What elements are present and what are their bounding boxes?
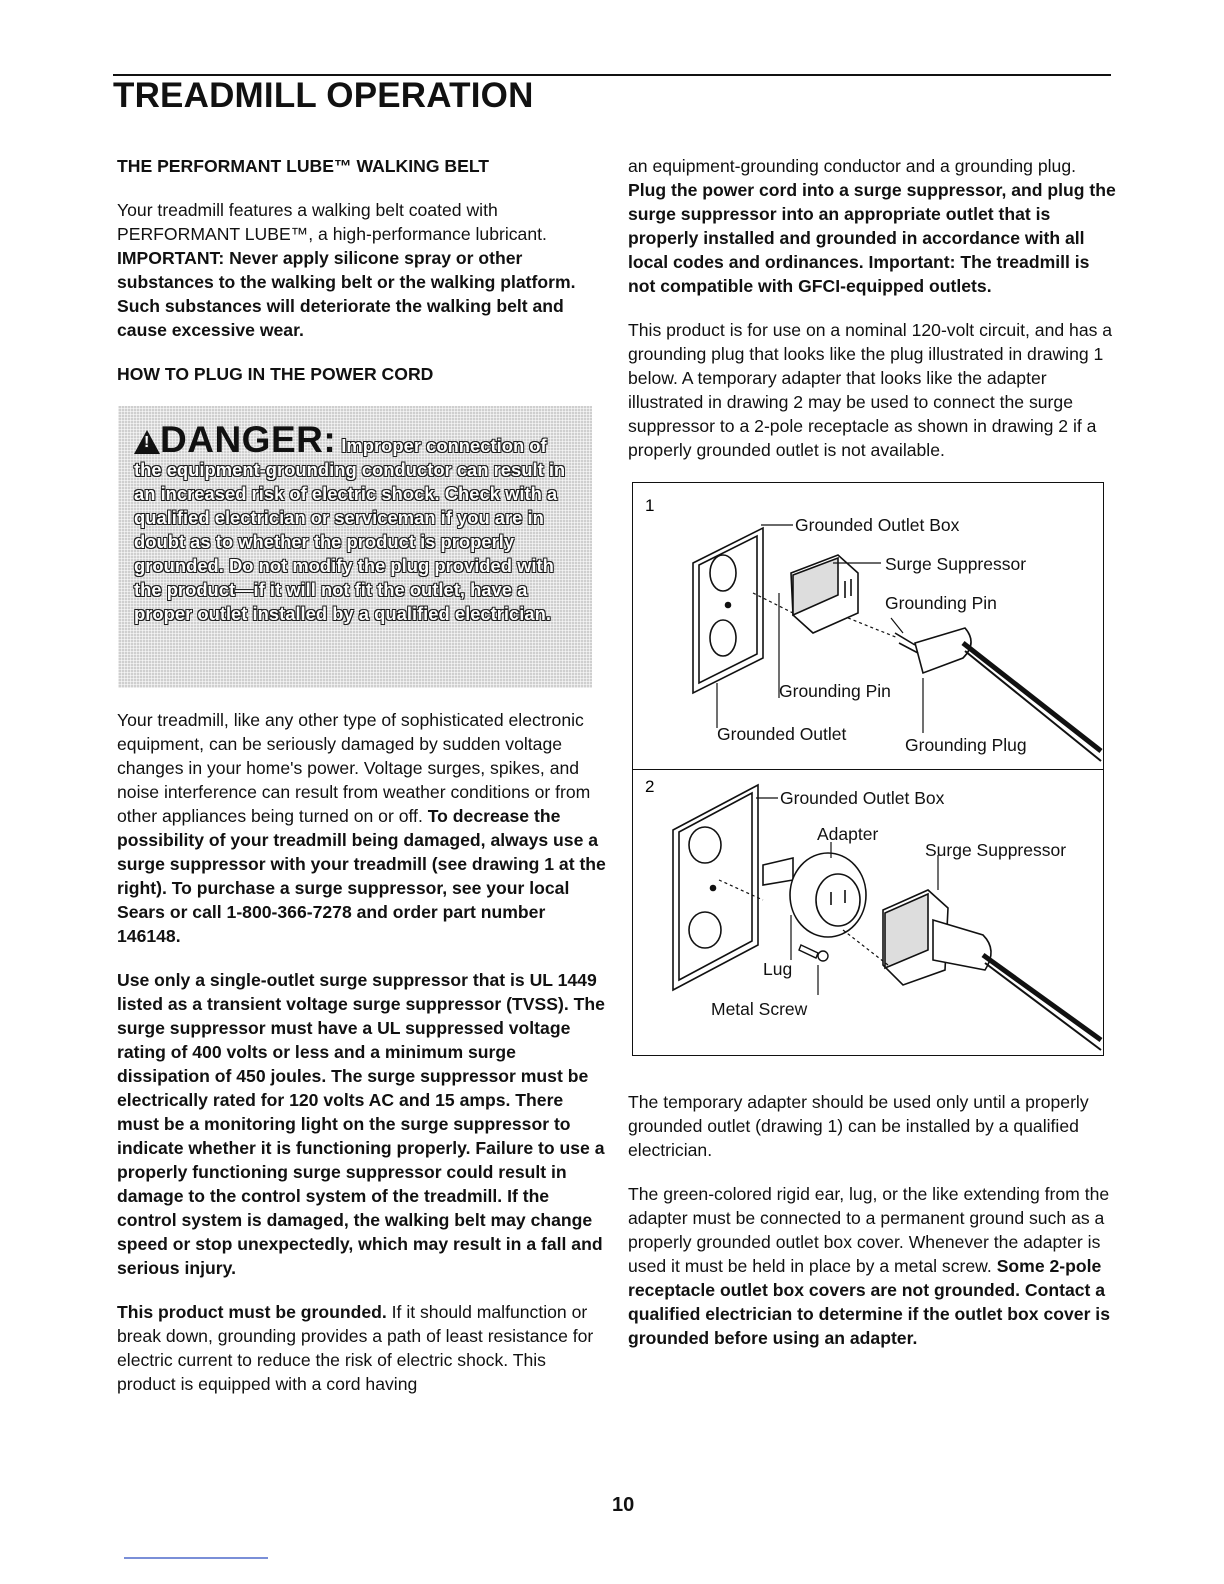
label-surge-suppressor-2: Surge Suppressor: [925, 839, 1067, 860]
surge-suppressor-icon: [791, 555, 858, 633]
green-ear-paragraph: The green-colored rigid ear, lug, or the like extending from the adapter must be connected to a permanent ground such as a properly grounded outlet box cover. Whenever the adapter is used it must be held in place by a metal screw. Some 2-pole receptacle outlet box covers are not grounded. Contact a qualified electrician to determine if the outlet box cover is grounded before using an adapter.: [628, 1183, 1110, 1348]
danger-box: [118, 406, 592, 688]
label-adapter: Adapter: [817, 823, 879, 844]
heading-power-cord: HOW TO PLUG IN THE POWER CORD: [117, 364, 434, 384]
label-grounded-outlet: Grounded Outlet: [717, 724, 847, 744]
right-column: [628, 154, 1116, 1350]
adapter-icon: [763, 853, 866, 937]
label-grounded-outlet-box-2: Grounded Outlet Box: [780, 787, 945, 808]
surge-suppressor-2-icon: [883, 890, 1101, 1050]
footer-line: [124, 1557, 268, 1559]
page-title: TREADMILL OPERATION: [113, 76, 534, 115]
label-grounded-outlet-box: Grounded Outlet Box: [795, 515, 960, 535]
heading-walking-belt: THE PERFORMANT LUBE™ WALKING BELT: [117, 156, 490, 176]
drawing-2-number: 2: [645, 776, 655, 796]
drawing-1: [632, 482, 1104, 770]
outlet-plate-2-icon: [673, 785, 758, 990]
label-grounding-pin-bottom: Grounding Pin: [779, 681, 891, 701]
label-surge-suppressor: Surge Suppressor: [885, 554, 1027, 574]
drawing-1-number: 1: [645, 496, 655, 515]
label-grounding-plug: Grounding Plug: [905, 735, 1027, 755]
left-column: [117, 154, 607, 1396]
metal-screw-icon: [799, 945, 828, 961]
warning-triangle-icon: !: [134, 430, 160, 454]
label-metal-screw: Metal Screw: [711, 998, 808, 1019]
page-number: 10: [612, 1494, 635, 1516]
single-outlet-paragraph: Use only a single-outlet surge suppressor that is UL 1449 listed as a transient voltage surge suppressor (TVSS). The surge suppressor must have a UL suppressed voltage rating of 400 volts or less and a minimum surge dissipation of 450 joules. The surge suppressor must be electrically rated for 120 volts AC and 15 amps. There must be a monitoring light on the surge suppressor to indicate whether it is functioning properly. Failure to use a properly functioning surge suppressor could result in damage to the control system of the treadmill. If the control system is damaged, the walking belt may change speed or stop unexpectedly, which may result in a fall and serious injury.: [117, 970, 605, 1278]
drawing-2-svg: [633, 770, 1103, 1055]
label-lug: Lug: [763, 958, 793, 979]
grounded-paragraph: This product must be grounded. If it should malfunction or break down, grounding provides a path of least resistance for electric current to reduce the risk of electric shock. This product is equipped with a cord having: [117, 1302, 594, 1394]
danger-word: DANGER:: [160, 419, 337, 460]
drawing-2: [632, 769, 1104, 1056]
danger-text: ! DANGER: Improper connection of the equipment-grounding conductor can result in an increased risk of electric shock. Check with a qualified electrician or serviceman if you are in doubt as to whether the product is properly grounded. Do not modify the plug provided with the product—if it will not fit the outlet, have a proper outlet installed by a qualified electrician.: [134, 419, 566, 624]
temporary-adapter-paragraph: The temporary adapter should be used only until a properly grounded outlet (drawing 1) can be installed by a qualified electrician.: [628, 1091, 1089, 1160]
drawing-1-svg: [633, 483, 1103, 769]
grounded-outlet-plate-icon: [693, 528, 763, 693]
continuation-paragraph: an equipment-grounding conductor and a grounding plug. Plug the power cord into a surge suppressor, and plug the surge suppressor into an appropriate outlet that is properly installed and grounded in accordance with all local codes and ordinances. Important: The treadmill is not compatible with GFCI-equipped outlets.: [628, 156, 1116, 296]
label-grounding-pin-top: Grounding Pin: [885, 593, 997, 613]
belt-paragraph: Your treadmill features a walking belt coated with PERFORMANT LUBE™, a high-performance lubricant. IMPORTANT: Never apply silicone spray or other substances to the walking belt or the walking platform. Such substances will deteriorate the walking belt and cause excessive wear.: [117, 200, 576, 340]
nominal-circuit-paragraph: This product is for use on a nominal 120-volt circuit, and has a grounding plug that looks like the plug illustrated in drawing 1 below. A temporary adapter that looks like the adapter illustrated in drawing 2 may be used to connect the surge suppressor to a 2-pole receptacle as shown in drawing 2 if a properly grounded outlet is not available.: [628, 320, 1113, 460]
surge-paragraph: Your treadmill, like any other type of sophisticated electronic equipment, can be seriously damaged by sudden voltage changes in your home's power. Voltage surges, spikes, and noise interference can result from weather conditions or from other appliances being turned on or off. To decrease the possibility of your treadmill being damaged, always use a surge suppressor with your treadmill (see drawing 1 at the right). To purchase a surge suppressor, see your local Sears or call 1-800-366-7278 and order part number 146148.: [117, 710, 606, 946]
